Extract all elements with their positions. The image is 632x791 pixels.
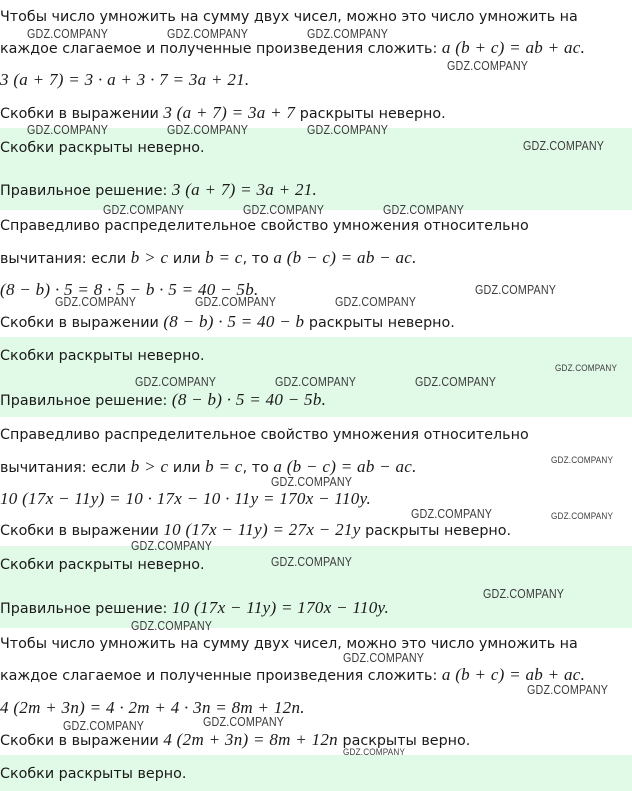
check-statement: Скобки в выражении 4 (2m + 3n) = 8m + 12n раскрыты верно. xyxy=(0,730,471,749)
rule-line-1: Справедливо распределительное свойство умножения относительно xyxy=(0,218,529,234)
rule-line-2: каждое слагаемое и полученные произведения сложить: a (b + c) = ab + ac. xyxy=(0,38,586,57)
watermark: GDZ.COMPANY xyxy=(63,719,145,733)
correct-solution: Правильное решение: 10 (17x − 11y) = 170x − 110y. xyxy=(0,598,390,617)
watermark: GDZ.COMPANY xyxy=(527,683,609,697)
rule-line-2: вычитания: если b > c или b = c, то a (b − c) = ab − ac. xyxy=(0,248,417,267)
watermark: GDZ.COMPANY xyxy=(307,27,389,41)
rule-line-2: каждое слагаемое и полученные произведения сложить: a (b + c) = ab + ac. xyxy=(0,665,586,684)
check-statement: Скобки в выражении 3 (a + 7) = 3a + 7 раскрыты неверно. xyxy=(0,103,446,122)
calculation: (8 − b) · 5 = 8 · 5 − b · 5 = 40 − 5b. xyxy=(0,280,259,299)
verdict: Скобки раскрыты неверно. xyxy=(0,140,205,156)
watermark: GDZ.COMPANY xyxy=(55,295,137,309)
watermark: GDZ.COMPANY xyxy=(243,203,325,217)
rule-line-1: Чтобы число умножить на сумму двух чисел, можно это число умножить на xyxy=(0,636,578,652)
watermark: GDZ.COMPANY xyxy=(103,203,185,217)
watermark: GDZ.COMPANY xyxy=(271,555,353,569)
calculation: 3 (a + 7) = 3 · a + 3 · 7 = 3a + 21. xyxy=(0,70,250,89)
watermark: GDZ.COMPANY xyxy=(167,27,249,41)
watermark: GDZ.COMPANY xyxy=(551,511,614,522)
watermark: GDZ.COMPANY xyxy=(551,455,614,466)
rule-line-1: Справедливо распределительное свойство умножения относительно xyxy=(0,427,529,443)
check-statement: Скобки в выражении 10 (17x − 11y) = 27x − 21y раскрыты неверно. xyxy=(0,520,512,539)
watermark: GDZ.COMPANY xyxy=(555,363,618,374)
calculation: 10 (17x − 11y) = 10 · 17x − 10 · 11y = 170x − 110y. xyxy=(0,489,372,508)
verdict: Скобки раскрыты верно. xyxy=(0,766,187,782)
check-statement: Скобки в выражении (8 − b) · 5 = 40 − b раскрыты неверно. xyxy=(0,312,455,331)
watermark: GDZ.COMPANY xyxy=(343,651,425,665)
watermark: GDZ.COMPANY xyxy=(475,283,557,297)
watermark: GDZ.COMPANY xyxy=(343,747,406,758)
watermark: GDZ.COMPANY xyxy=(131,539,213,553)
verdict: Скобки раскрыты неверно. xyxy=(0,557,205,573)
verdict: Скобки раскрыты неверно. xyxy=(0,348,205,364)
rule-line-2: вычитания: если b > c или b = c, то a (b − c) = ab − ac. xyxy=(0,457,417,476)
watermark: GDZ.COMPANY xyxy=(483,587,565,601)
watermark: GDZ.COMPANY xyxy=(411,507,493,521)
watermark: GDZ.COMPANY xyxy=(195,295,277,309)
watermark: GDZ.COMPANY xyxy=(27,27,109,41)
watermark: GDZ.COMPANY xyxy=(447,59,529,73)
watermark: GDZ.COMPANY xyxy=(135,375,217,389)
watermark: GDZ.COMPANY xyxy=(27,123,109,137)
watermark: GDZ.COMPANY xyxy=(523,139,605,153)
watermark: GDZ.COMPANY xyxy=(307,123,389,137)
watermark: GDZ.COMPANY xyxy=(131,619,213,633)
rule-line-1: Чтобы число умножить на сумму двух чисел, можно это число умножить на xyxy=(0,9,578,25)
watermark: GDZ.COMPANY xyxy=(335,295,417,309)
watermark: GDZ.COMPANY xyxy=(167,123,249,137)
correct-solution: Правильное решение: 3 (a + 7) = 3a + 21. xyxy=(0,180,318,199)
watermark: GDZ.COMPANY xyxy=(203,715,285,729)
calculation: 4 (2m + 3n) = 4 · 2m + 4 · 3n = 8m + 12n. xyxy=(0,698,305,717)
correct-solution: Правильное решение: (8 − b) · 5 = 40 − 5b. xyxy=(0,390,327,409)
watermark: GDZ.COMPANY xyxy=(415,375,497,389)
watermark: GDZ.COMPANY xyxy=(383,203,465,217)
distributive-formula: a (b + c) = ab + ac. xyxy=(441,38,586,57)
watermark: GDZ.COMPANY xyxy=(275,375,357,389)
watermark: GDZ.COMPANY xyxy=(271,475,353,489)
